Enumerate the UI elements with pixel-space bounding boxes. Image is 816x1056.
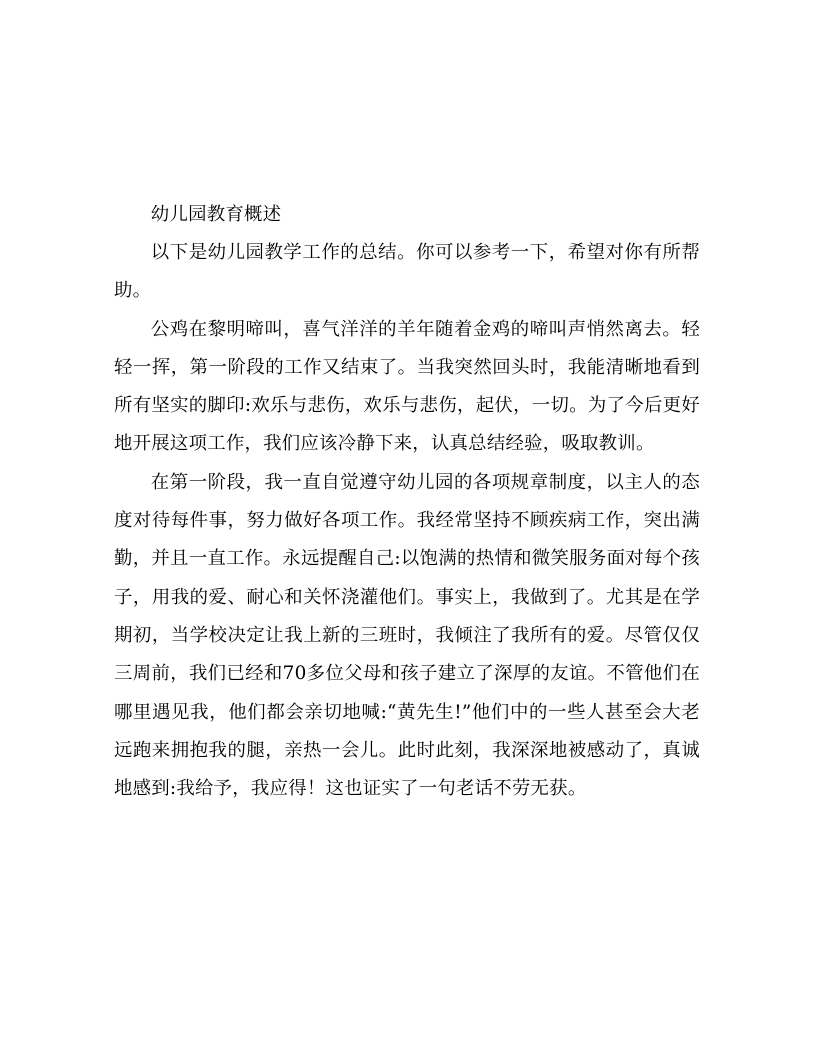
paragraph-work-summary: 在第一阶段，我一直自觉遵守幼儿园的各项规章制度，以主人的态度对待每件事，努力做好各项工作。我经常坚持不顾疾病工作，突出满勤，并且一直工作。永远提醒自己:以饱满的热情和微笑服务面对每个孩子，用我的爱、耐心和关怀浇灌他们。事实上，我做到了。尤其是在学期初，当学校决定让我上新的三班时，我倾注了我所有的爱。尽管仅仅三周前，我们已经和70多位父母和孩子建立了深厚的友谊。不管他们在哪里遇见我，他们都会亲切地喊:“黄先生!”他们中的一些人甚至会大老远跑来拥抱我的腿，亲热一会儿。此时此刻，我深深地被感动了，真诚地感到:我给予，我应得！这也证实了一句老话不劳无获。 (114, 471, 700, 800)
document-title: 幼儿园教育概述 (150, 204, 282, 225)
paragraph-reflection: 公鸡在黎明啼叫，喜气洋洋的羊年随着金鸡的啼叫声悄然离去。轻轻一挥，第一阶段的工作又结束了。当我突然回头时，我能清晰地看到所有坚实的脚印:欢乐与悲伤，欢乐与悲伤，起伏，一切。为了今后更好地开展这项工作，我们应该冷静下来，认真总结经验，吸取教训。 (114, 318, 700, 455)
paragraph-intro: 以下是幼儿园教学工作的总结。你可以参考一下，希望对你有所帮助。 (114, 242, 700, 302)
document-body (114, 196, 700, 808)
